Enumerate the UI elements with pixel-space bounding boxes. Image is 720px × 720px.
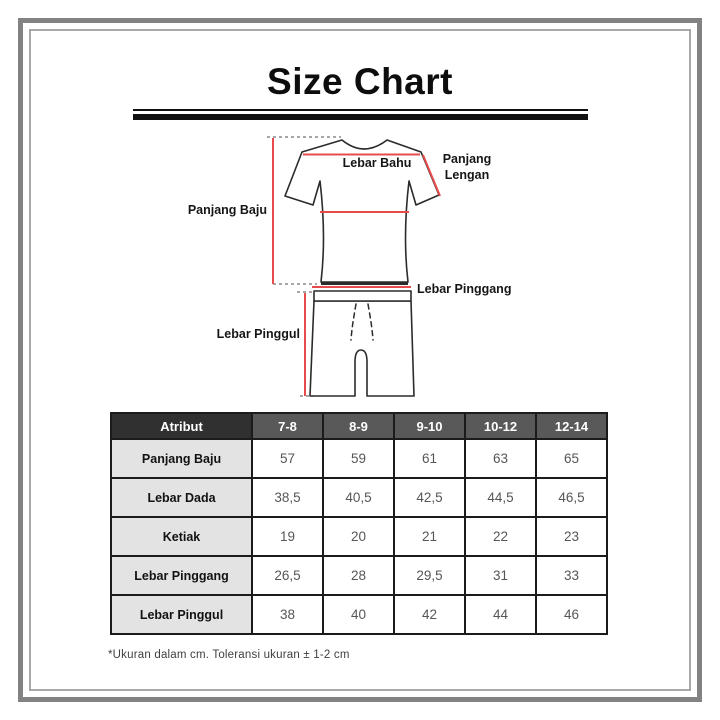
header-cell-size-10-12: 10-12 <box>465 413 536 439</box>
value-cell: 33 <box>536 556 607 595</box>
value-cell: 28 <box>323 556 394 595</box>
shorts-outline <box>310 301 414 396</box>
header-cell-size-8-9: 8-9 <box>323 413 394 439</box>
value-cell: 61 <box>394 439 465 478</box>
value-cell: 19 <box>252 517 323 556</box>
page-title: Size Chart <box>267 61 453 102</box>
value-cell: 40,5 <box>323 478 394 517</box>
label-lebar-bahu: Lebar Bahu <box>342 156 412 170</box>
table-row-ketiak <box>111 517 607 556</box>
value-cell: 40 <box>323 595 394 634</box>
header-cell-size-7-8: 7-8 <box>252 413 323 439</box>
value-cell: 46,5 <box>536 478 607 517</box>
value-cell: 31 <box>465 556 536 595</box>
value-cell: 21 <box>394 517 465 556</box>
measurement-footnote: *Ukuran dalam cm. Toleransi ukuran ± 1-2 cm <box>108 649 350 661</box>
value-cell: 20 <box>323 517 394 556</box>
value-cell: 44 <box>465 595 536 634</box>
value-cell: 22 <box>465 517 536 556</box>
value-cell: 42,5 <box>394 478 465 517</box>
title-divider-thick-line <box>133 114 588 120</box>
row-label: Ketiak <box>111 517 252 556</box>
size-table-header-row <box>111 413 607 439</box>
header-cell-size-9-10: 9-10 <box>394 413 465 439</box>
label-panjang-lengan-line1: Panjang <box>442 152 492 166</box>
table-row-lebar-dada <box>111 478 607 517</box>
row-label: Lebar Dada <box>111 478 252 517</box>
value-cell: 38,5 <box>252 478 323 517</box>
header-cell-size-12-14: 12-14 <box>536 413 607 439</box>
value-cell: 23 <box>536 517 607 556</box>
value-cell: 42 <box>394 595 465 634</box>
value-cell: 63 <box>465 439 536 478</box>
table-row-lebar-pinggul <box>111 595 607 634</box>
shorts-waistband <box>314 291 411 301</box>
value-cell: 44,5 <box>465 478 536 517</box>
table-row-panjang-baju <box>111 439 607 478</box>
size-table <box>110 412 608 635</box>
value-cell: 59 <box>323 439 394 478</box>
value-cell: 26,5 <box>252 556 323 595</box>
label-lebar-pinggul: Lebar Pinggul <box>216 327 300 341</box>
value-cell: 29,5 <box>394 556 465 595</box>
row-label: Panjang Baju <box>111 439 252 478</box>
garment-measurement-diagram <box>180 126 520 410</box>
row-label: Lebar Pinggang <box>111 556 252 595</box>
table-row-lebar-pinggang <box>111 556 607 595</box>
value-cell: 65 <box>536 439 607 478</box>
title-divider <box>133 109 588 120</box>
row-label: Lebar Pinggul <box>111 595 252 634</box>
value-cell: 38 <box>252 595 323 634</box>
value-cell: 46 <box>536 595 607 634</box>
label-lebar-pinggang: Lebar Pinggang <box>417 282 512 296</box>
label-panjang-baju: Panjang Baju <box>187 203 267 217</box>
title-divider-thin-line <box>133 109 588 111</box>
header-cell-atribut: Atribut <box>111 413 252 439</box>
label-panjang-lengan-line2: Lengan <box>444 168 490 182</box>
value-cell: 57 <box>252 439 323 478</box>
